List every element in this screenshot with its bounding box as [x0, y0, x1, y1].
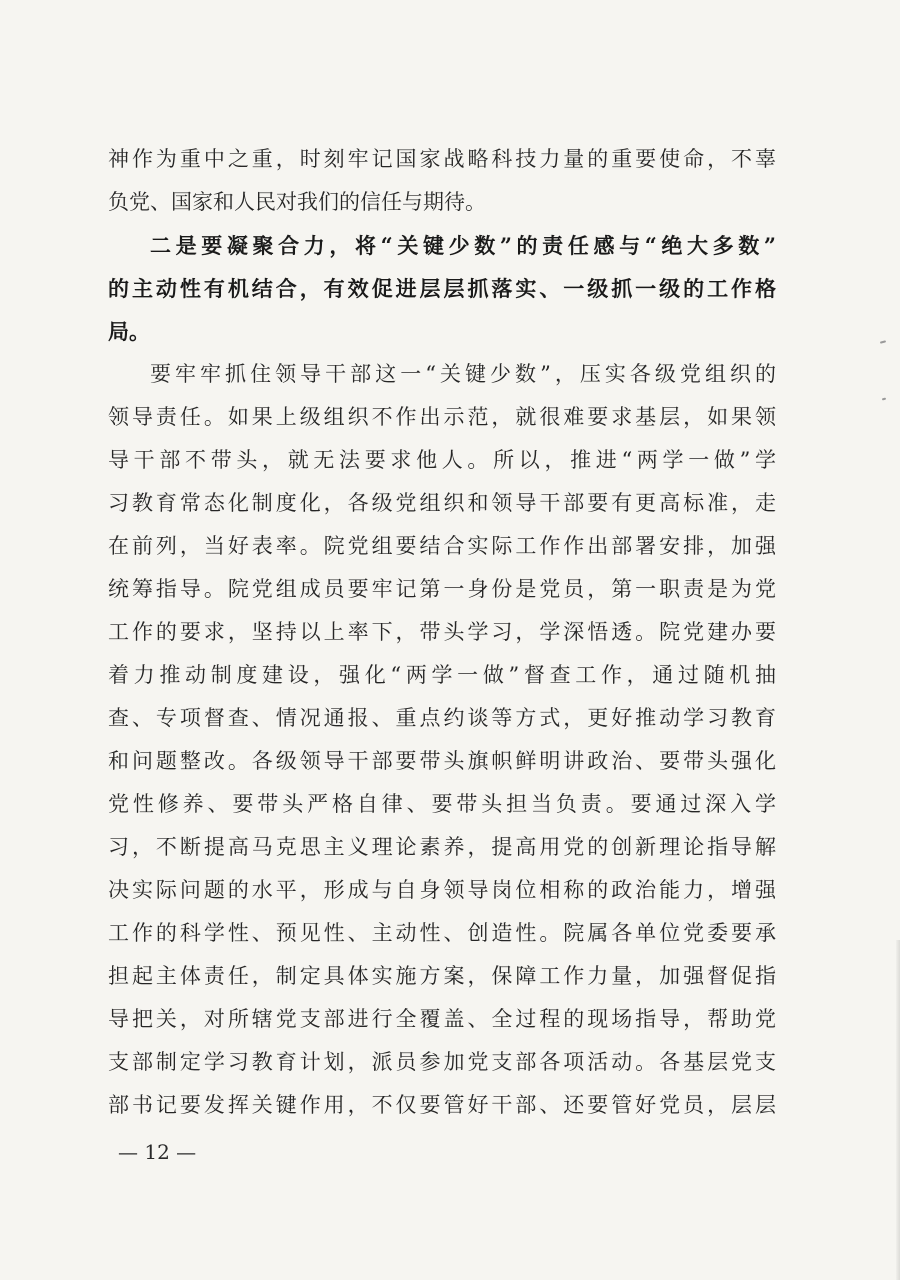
text-line: 要牢牢抓住领导干部这一“关键少数”，压实各级党组织的 — [150, 362, 776, 386]
text-line: 支部制定学习教育计划，派员参加党支部各项活动。各基层党支 — [108, 1050, 776, 1074]
text-line: 决实际问题的水平，形成与自身领导岗位相称的政治能力，增强 — [108, 878, 776, 902]
text-line: 习，不断提高马克思主义理论素养，提高用党的创新理论指导解 — [108, 835, 776, 859]
text-line: 和问题整改。各级领导干部要带头旗帜鲜明讲政治、要带头强化 — [108, 749, 776, 773]
page-number: — 12 — — [118, 1140, 197, 1164]
text-line: 在前列，当好表率。院党组要结合实际工作作出部署安排，加强 — [108, 534, 776, 558]
text-line: 工作的要求，坚持以上率下，带头学习，学深悟透。院党建办要 — [108, 620, 776, 644]
text-line: 工作的科学性、预见性、主动性、创造性。院属各单位党委要承 — [108, 921, 776, 945]
page-edge-shadow — [896, 940, 900, 1280]
text-line: 领导责任。如果上级组织不作出示范，就很难要求基层，如果领 — [108, 405, 776, 429]
scan-mark — [880, 340, 886, 343]
text-line: 导把关，对所辖党支部进行全覆盖、全过程的现场指导，帮助党 — [108, 1007, 776, 1031]
heading-line: 的主动性有机结合，有效促进层层抓落实、一级抓一级的工作格 — [108, 276, 776, 301]
text-line: 查、专项督查、情况通报、重点约谈等方式，更好推动学习教育 — [108, 706, 776, 730]
heading-line: 局。 — [108, 319, 150, 344]
text-line: 着力推动制度建设，强化“两学一做”督查工作，通过随机抽 — [108, 663, 776, 687]
text-line: 神作为重中之重，时刻牢记国家战略科技力量的重要使命，不辜 — [108, 147, 776, 171]
text-line: 统筹指导。院党组成员要牢记第一身份是党员，第一职责是为党 — [108, 577, 776, 601]
document-text — [108, 138, 776, 1127]
text-line: 导干部不带头，就无法要求他人。所以，推进“两学一做”学 — [108, 448, 776, 472]
text-line: 负党、国家和人民对我们的信任与期待。 — [108, 190, 486, 214]
text-line: 担起主体责任，制定具体实施方案，保障工作力量，加强督促指 — [108, 964, 776, 988]
text-line: 部书记要发挥关键作用，不仅要管好干部、还要管好党员，层层 — [108, 1093, 776, 1117]
text-line: 党性修养、要带头严格自律、要带头担当负责。要通过深入学 — [108, 792, 776, 816]
heading-line: 二是要凝聚合力，将“关键少数”的责任感与“绝大多数” — [150, 233, 776, 258]
scan-mark — [882, 398, 886, 401]
text-line: 习教育常态化制度化，各级党组织和领导干部要有更高标准，走 — [108, 491, 776, 515]
